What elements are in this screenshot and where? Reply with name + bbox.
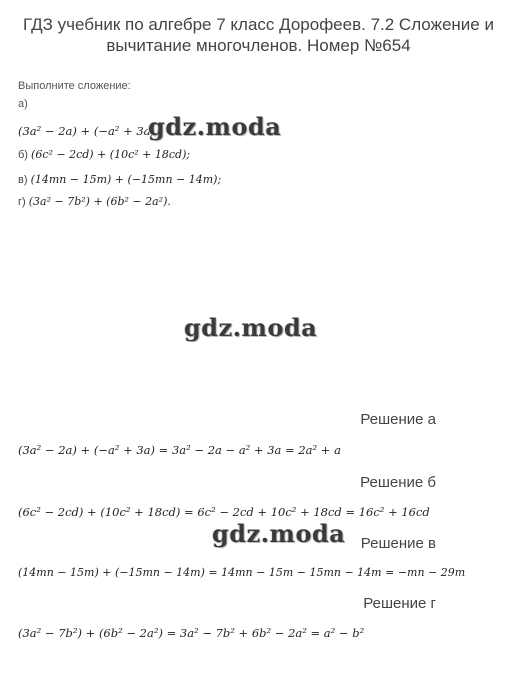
task-v (18, 173, 221, 186)
task-b (18, 148, 190, 161)
watermark-logo: gdz.moda (148, 112, 282, 141)
task-b-expression: (6c² − 2cd) + (10c² + 18cd); (31, 148, 191, 161)
task-v-expression: (14mn − 15m) + (−15mn − 14m); (30, 173, 222, 186)
solution-v-expression: (14mn − 15m) + (−15mn − 14m) = 14mn − 15m − 15mn − 14m = −mn − 29m (18, 566, 466, 579)
solution-a-heading: Решение а (360, 411, 436, 428)
task-a-label: а) (18, 98, 28, 110)
task-g-expression: (3a² − 7b²) + (6b² − 2a²). (28, 195, 171, 208)
task-g (18, 195, 171, 208)
solution-a-expression: (3a² − 2a) + (−a² + 3a) = 3a² − 2a − a² + 3a = 2a² + a (18, 443, 341, 457)
task-g-label: г) (18, 196, 26, 208)
solution-g-expression: (3a² − 7b²) + (6b² − 2a²) = 3a² − 7b² + 6b² − 2a² = a² − b² (18, 626, 365, 640)
watermark-logo: gdz.moda (212, 519, 346, 548)
task-instruction: Выполните сложение: (18, 80, 131, 92)
solution-g-heading: Решение г (363, 595, 436, 612)
solution-b-heading: Решение б (360, 474, 436, 491)
solution-v-heading: Решение в (360, 535, 436, 552)
solution-b-expression: (6c² − 2cd) + (10c² + 18cd) = 6c² − 2cd + 10c² + 18cd = 16c² + 16cd (18, 505, 430, 519)
task-v-label: в) (18, 174, 28, 186)
page-title: ГДЗ учебник по алгебре 7 класс Дорофеев. 7.2 Сложение и вычитание многочленов. Номер №654 (23, 15, 494, 55)
task-b-label: б) (18, 149, 28, 161)
watermark-logo: gdz.moda (184, 313, 318, 342)
task-a-expression: (3a² − 2a) + (−a² + 3a); (18, 124, 159, 138)
